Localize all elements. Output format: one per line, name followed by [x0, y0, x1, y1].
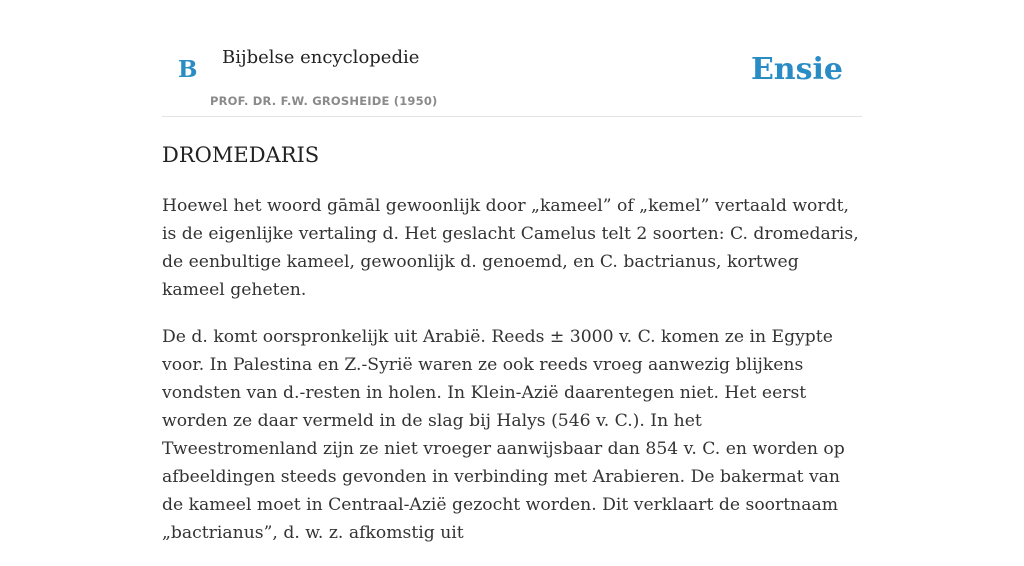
ensie-logo-link[interactable]: Ensie [750, 52, 843, 87]
site-header [162, 0, 862, 117]
entry-paragraph: De d. komt oorspronkelijk uit Arabië. Reeds ± 3000 v. C. komen ze in Egypte voor. In Palestina en Z.-Syrië waren ze ook reeds vroeg aanwezig blijkens vondsten van d.-resten in holen. In Klein-Azië daarentegen niet. Het eerst worden ze daar vermeld in de slag bij Halys (546 v. C.). In het Tweestromenland zijn ze niet vroeger aanwijsbaar dan 854 v. C. en worden op afbeeldingen steeds gevonden in verbinding met Arabieren. De bakermat van de kameel moet in Centraal-Azië gezocht worden. Dit verklaart de soortnaam „bactrianus”, d. w. z. afkomstig uit [162, 327, 845, 543]
entry-paragraph: Hoewel het woord gāmāl gewoonlijk door „kameel” of „kemel” vertaald wordt, is de eigenlijke vertaling d. Het geslacht Camelus telt 2 soorten: C. dromedaris, de eenbultige kameel, gewoonlijk d. genoemd, en C. bactrianus, kortweg kameel geheten. [162, 196, 859, 300]
entry-body [162, 192, 862, 566]
book-title-link[interactable]: Bijbelse encyclopedie [222, 47, 420, 68]
book-logo-icon[interactable]: B [178, 56, 198, 83]
entry-title: DROMEDARIS [162, 143, 320, 167]
book-author: PROF. DR. F.W. GROSHEIDE (1950) [210, 94, 438, 108]
